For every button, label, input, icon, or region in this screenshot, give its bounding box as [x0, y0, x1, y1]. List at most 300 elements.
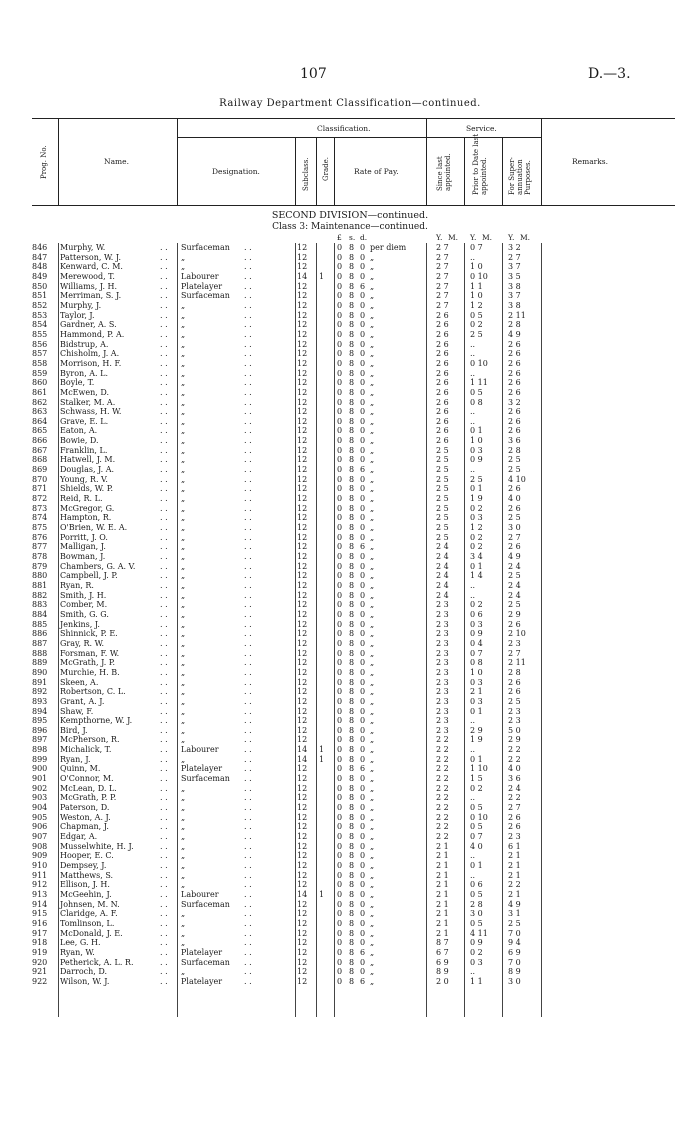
leader-dots: . .	[244, 397, 252, 407]
pence-cell: 6	[360, 465, 366, 475]
pence-cell: 0	[360, 725, 366, 735]
shillings-cell: 8	[349, 967, 355, 977]
col-grade: Grade.	[322, 157, 330, 181]
leader-dots: . .	[244, 252, 252, 262]
super-cell: 2 1	[508, 870, 521, 880]
table-row	[0, 330, 700, 340]
table-row	[0, 340, 700, 350]
rate-unit-cell: „	[370, 725, 375, 735]
pence-cell: 0	[360, 629, 366, 639]
leader-dots: . .	[160, 677, 168, 687]
pounds-cell: 0	[337, 474, 343, 484]
pence-cell: 0	[360, 687, 366, 697]
unit-years-2: Y.	[470, 233, 477, 242]
designation-cell: „	[181, 523, 186, 533]
pence-cell: 0	[360, 735, 366, 745]
designation-cell: Surfaceman	[181, 957, 230, 967]
name-cell: Skeen, A.	[60, 677, 99, 687]
table-row	[0, 861, 700, 871]
super-cell: 2 3	[508, 716, 521, 726]
leader-dots: . .	[160, 861, 168, 870]
shillings-cell: 8	[349, 329, 355, 339]
prog-no-cell: 849	[32, 271, 48, 281]
name-cell: Gray, R. W.	[60, 638, 105, 648]
table-row	[0, 726, 700, 736]
name-cell: Hooper, E. C.	[60, 851, 114, 861]
designation-cell: „	[181, 812, 186, 822]
name-cell: Chapman, J.	[60, 822, 109, 832]
subclass-cell: 12	[297, 310, 308, 320]
prior-cell: 1 11	[470, 378, 488, 388]
table-row	[0, 938, 700, 948]
table-row	[0, 716, 700, 726]
name-cell: Byron, A. L.	[60, 368, 108, 378]
rate-unit-cell: „	[370, 889, 375, 899]
pounds-cell: 0	[337, 320, 343, 330]
subclass-cell: 12	[297, 706, 308, 716]
pounds-cell: 0	[337, 532, 343, 542]
leader-dots: . .	[244, 947, 252, 957]
prior-cell: 0 3	[470, 696, 483, 706]
designation-cell: „	[181, 967, 186, 977]
pounds-cell: 0	[337, 629, 343, 639]
leader-dots: . .	[244, 696, 252, 706]
leader-dots: . .	[160, 822, 168, 832]
rate-unit-cell: „	[370, 281, 375, 291]
pence-cell: 0	[360, 378, 366, 388]
leader-dots: . .	[244, 889, 252, 899]
pence-cell: 0	[360, 561, 366, 571]
prior-cell: 0 9	[470, 629, 483, 639]
pence-cell: 0	[360, 880, 366, 890]
rate-unit-cell: „	[370, 976, 375, 986]
leader-dots: . .	[160, 928, 168, 938]
prog-no-cell: 919	[32, 947, 48, 957]
pence-cell: 6	[360, 542, 366, 552]
leader-dots: . .	[244, 928, 252, 938]
since-last-cell: 2 1	[436, 918, 449, 928]
pounds-cell: 0	[337, 832, 343, 842]
super-cell: 5 0	[508, 725, 521, 735]
since-last-cell: 2 3	[436, 716, 449, 726]
since-last-cell: 2 2	[436, 793, 449, 803]
leader-dots: . .	[160, 445, 168, 455]
rate-unit-cell: „	[370, 465, 375, 475]
table-row	[0, 948, 700, 958]
designation-cell: „	[181, 841, 186, 851]
leader-dots: . .	[160, 513, 168, 523]
leader-dots: . .	[244, 426, 252, 436]
unit-pence: d.	[360, 233, 368, 242]
pence-cell: 0	[360, 484, 366, 494]
table-row	[0, 832, 700, 842]
leader-dots: . .	[244, 300, 252, 310]
super-cell: 3 7	[508, 262, 521, 272]
leader-dots: . .	[244, 918, 252, 928]
since-last-cell: 2 5	[436, 474, 449, 484]
prog-no-cell: 886	[32, 629, 48, 639]
col-since-last: Since last appointed.	[436, 153, 452, 191]
leader-dots: . .	[160, 658, 168, 668]
pounds-cell: 0	[337, 687, 343, 697]
since-last-cell: 2 1	[436, 851, 449, 861]
subclass-cell: 12	[297, 339, 308, 349]
prior-cell: ..	[470, 368, 476, 378]
table-row	[0, 591, 700, 601]
name-cell: Chisholm, J. A.	[60, 349, 120, 359]
prog-no-cell: 913	[32, 889, 48, 899]
leader-dots: . .	[160, 609, 168, 619]
pence-cell: 0	[360, 918, 366, 928]
leader-dots: . .	[244, 725, 252, 735]
leader-dots: . .	[160, 745, 168, 755]
since-last-cell: 8 9	[436, 967, 449, 977]
rate-unit-cell: „	[370, 648, 375, 658]
prior-cell: ..	[470, 252, 476, 262]
subclass-cell: 12	[297, 899, 308, 909]
designation-cell: „	[181, 339, 186, 349]
prog-no-cell: 875	[32, 523, 48, 533]
prior-cell: 0 3	[470, 513, 483, 523]
table-row	[0, 774, 700, 784]
leader-dots: . .	[244, 841, 252, 851]
subclass-cell: 12	[297, 320, 308, 330]
table-row	[0, 475, 700, 485]
pence-cell: 0	[360, 967, 366, 977]
pounds-cell: 0	[337, 252, 343, 262]
super-cell: 2 9	[508, 735, 521, 745]
name-cell: Douglas, J. A.	[60, 465, 115, 475]
table-row	[0, 967, 700, 977]
designation-cell: „	[181, 832, 186, 842]
table-row	[0, 977, 700, 987]
name-cell: Reid, R. L.	[60, 494, 103, 504]
prior-cell: ..	[470, 349, 476, 359]
leader-dots: . .	[244, 667, 252, 677]
pence-cell: 0	[360, 368, 366, 378]
pounds-cell: 0	[337, 571, 343, 581]
prog-no-cell: 862	[32, 397, 48, 407]
prog-no-cell: 850	[32, 281, 48, 291]
leader-dots: . .	[160, 262, 168, 272]
super-cell: 2 5	[508, 696, 521, 706]
prior-cell: 0 3	[470, 957, 483, 967]
prior-cell: 0 2	[470, 542, 483, 552]
pounds-cell: 0	[337, 638, 343, 648]
designation-cell: „	[181, 407, 186, 417]
prior-cell: ..	[470, 967, 476, 977]
leader-dots: . .	[244, 609, 252, 619]
pounds-cell: 0	[337, 339, 343, 349]
pounds-cell: 0	[337, 706, 343, 716]
pounds-cell: 0	[337, 754, 343, 764]
designation-cell: „	[181, 687, 186, 697]
leader-dots: . .	[160, 918, 168, 928]
subclass-cell: 12	[297, 407, 308, 417]
shillings-cell: 8	[349, 745, 355, 755]
name-cell: Merewood, T.	[60, 271, 115, 281]
designation-cell: „	[181, 735, 186, 745]
pence-cell: 0	[360, 677, 366, 687]
leader-dots: . .	[244, 494, 252, 504]
prog-no-cell: 870	[32, 474, 48, 484]
prior-cell: 0 5	[470, 918, 483, 928]
rate-unit-cell: „	[370, 320, 375, 330]
rate-unit-cell: „	[370, 368, 375, 378]
designation-cell: „	[181, 310, 186, 320]
table-row	[0, 958, 700, 968]
prior-cell: 0 1	[470, 754, 483, 764]
name-cell: Stalker, M. A.	[60, 397, 116, 407]
shillings-cell: 8	[349, 638, 355, 648]
pence-cell: 0	[360, 667, 366, 677]
rate-unit-cell: „	[370, 484, 375, 494]
pounds-cell: 0	[337, 590, 343, 600]
name-cell: O'Connor, M.	[60, 774, 114, 784]
shillings-cell: 8	[349, 822, 355, 832]
leader-dots: . .	[160, 967, 168, 977]
prior-cell: 0 2	[470, 947, 483, 957]
leader-dots: . .	[160, 532, 168, 542]
leader-dots: . .	[244, 909, 252, 919]
pence-cell: 0	[360, 397, 366, 407]
subclass-cell: 12	[297, 590, 308, 600]
pence-cell: 0	[360, 832, 366, 842]
rate-unit-cell: „	[370, 629, 375, 639]
designation-cell: „	[181, 503, 186, 513]
since-last-cell: 2 6	[436, 436, 449, 446]
leader-dots: . .	[244, 465, 252, 475]
prior-cell: 1 4	[470, 571, 483, 581]
pence-cell: 0	[360, 358, 366, 368]
prior-cell: ..	[470, 716, 476, 726]
leader-dots: . .	[160, 455, 168, 465]
name-cell: Ryan, W.	[60, 947, 95, 957]
name-cell: McLean, D. L.	[60, 783, 117, 793]
pence-cell: 0	[360, 754, 366, 764]
leader-dots: . .	[160, 503, 168, 513]
shillings-cell: 8	[349, 706, 355, 716]
name-cell: Ryan, R.	[60, 580, 94, 590]
pounds-cell: 0	[337, 368, 343, 378]
leader-dots: . .	[244, 532, 252, 542]
rate-unit-cell: „	[370, 358, 375, 368]
prog-no-cell: 851	[32, 291, 48, 301]
prior-cell: ..	[470, 851, 476, 861]
rate-unit-cell: „	[370, 783, 375, 793]
subclass-cell: 12	[297, 609, 308, 619]
table-row	[0, 378, 700, 388]
rate-unit-cell: „	[370, 774, 375, 784]
table-row	[0, 388, 700, 398]
shillings-cell: 8	[349, 320, 355, 330]
super-cell: 2 6	[508, 387, 521, 397]
super-cell: 2 6	[508, 349, 521, 359]
leader-dots: . .	[244, 938, 252, 948]
pence-cell: 6	[360, 281, 366, 291]
pounds-cell: 0	[337, 416, 343, 426]
since-last-cell: 2 2	[436, 803, 449, 813]
name-cell: Dempsey, J.	[60, 861, 107, 870]
leader-dots: . .	[244, 436, 252, 446]
pence-cell: 0	[360, 426, 366, 436]
designation-cell: „	[181, 561, 186, 571]
name-cell: Lee, G. H.	[60, 938, 101, 948]
subclass-cell: 12	[297, 561, 308, 571]
pounds-cell: 0	[337, 725, 343, 735]
name-cell: Tomlinson, L.	[60, 918, 115, 928]
name-cell: Bidstrup, A.	[60, 339, 109, 349]
since-last-cell: 2 1	[436, 928, 449, 938]
pounds-cell: 0	[337, 600, 343, 610]
designation-cell: „	[181, 928, 186, 938]
rate-unit-cell: „	[370, 474, 375, 484]
name-cell: McGrath, P. P.	[60, 793, 117, 803]
leader-dots: . .	[160, 465, 168, 475]
designation-cell: „	[181, 629, 186, 639]
designation-cell: Platelayer	[181, 764, 223, 774]
super-cell: 2 1	[508, 861, 521, 870]
prior-cell: 0 7	[470, 832, 483, 842]
leader-dots: . .	[244, 899, 252, 909]
super-cell: 2 6	[508, 358, 521, 368]
leader-dots: . .	[244, 349, 252, 359]
subclass-cell: 12	[297, 243, 308, 252]
prior-cell: 4 0	[470, 841, 483, 851]
super-cell: 2 8	[508, 667, 521, 677]
pence-cell: 0	[360, 745, 366, 755]
unit-months-1: M.	[448, 233, 459, 242]
pounds-cell: 0	[337, 803, 343, 813]
rate-unit-cell: „	[370, 638, 375, 648]
subclass-cell: 12	[297, 851, 308, 861]
name-cell: Hampton, R.	[60, 513, 112, 523]
rate-unit-cell: „	[370, 532, 375, 542]
shillings-cell: 8	[349, 465, 355, 475]
shillings-cell: 8	[349, 445, 355, 455]
super-cell: 4 9	[508, 899, 521, 909]
subclass-cell: 12	[297, 687, 308, 697]
rate-unit-cell: „	[370, 523, 375, 533]
leader-dots: . .	[160, 436, 168, 446]
pence-cell: 0	[360, 329, 366, 339]
designation-cell: „	[181, 600, 186, 610]
since-last-cell: 2 3	[436, 667, 449, 677]
rate-unit-cell: „	[370, 841, 375, 851]
subclass-cell: 12	[297, 329, 308, 339]
prior-cell: 0 10	[470, 271, 488, 281]
prior-cell: 3 4	[470, 552, 483, 561]
leader-dots: . .	[244, 812, 252, 822]
since-last-cell: 2 3	[436, 696, 449, 706]
since-last-cell: 2 5	[436, 532, 449, 542]
leader-dots: . .	[160, 243, 168, 252]
subclass-cell: 12	[297, 484, 308, 494]
prior-cell: 0 10	[470, 358, 488, 368]
subclass-cell: 12	[297, 349, 308, 359]
table-row	[0, 417, 700, 427]
prior-cell: ..	[470, 407, 476, 417]
leader-dots: . .	[160, 252, 168, 262]
pence-cell: 0	[360, 349, 366, 359]
pence-cell: 0	[360, 455, 366, 465]
leader-dots: . .	[244, 339, 252, 349]
designation-cell: Surfaceman	[181, 291, 230, 301]
designation-cell: „	[181, 638, 186, 648]
leader-dots: . .	[244, 832, 252, 842]
prog-no-cell: 865	[32, 426, 48, 436]
super-cell: 4 9	[508, 329, 521, 339]
grade-cell: 1	[319, 754, 325, 764]
rate-unit-cell: „	[370, 310, 375, 320]
col-name: Name.	[104, 157, 129, 166]
leader-dots: . .	[244, 407, 252, 417]
since-last-cell: 2 4	[436, 542, 449, 552]
leader-dots: . .	[244, 957, 252, 967]
rate-unit-cell: „	[370, 571, 375, 581]
table-row	[0, 649, 700, 659]
pounds-cell: 0	[337, 300, 343, 310]
table-row	[0, 571, 700, 581]
table-row	[0, 262, 700, 272]
since-last-cell: 2 6	[436, 378, 449, 388]
leader-dots: . .	[160, 387, 168, 397]
leader-dots: . .	[160, 783, 168, 793]
shillings-cell: 8	[349, 774, 355, 784]
shillings-cell: 8	[349, 609, 355, 619]
shillings-cell: 8	[349, 397, 355, 407]
name-cell: Porritt, J. O.	[60, 532, 108, 542]
designation-cell: Labourer	[181, 889, 219, 899]
leader-dots: . .	[160, 812, 168, 822]
leader-dots: . .	[160, 426, 168, 436]
prog-no-cell: 857	[32, 349, 48, 359]
subclass-cell: 12	[297, 523, 308, 533]
since-last-cell: 2 1	[436, 889, 449, 899]
name-cell: Comber, M.	[60, 600, 108, 610]
rate-unit-cell: „	[370, 716, 375, 726]
rate-unit-cell: „	[370, 696, 375, 706]
prior-cell: 0 1	[470, 484, 483, 494]
super-cell: 7 0	[508, 928, 521, 938]
subclass-cell: 12	[297, 677, 308, 687]
prog-no-cell: 878	[32, 552, 48, 561]
name-cell: Hatwell, J. M.	[60, 455, 116, 465]
leader-dots: . .	[244, 861, 252, 870]
subclass-cell: 12	[297, 667, 308, 677]
leader-dots: . .	[160, 368, 168, 378]
shillings-cell: 8	[349, 426, 355, 436]
pence-cell: 0	[360, 387, 366, 397]
pounds-cell: 0	[337, 609, 343, 619]
rate-unit-cell: „	[370, 609, 375, 619]
shillings-cell: 8	[349, 455, 355, 465]
designation-cell: „	[181, 358, 186, 368]
shillings-cell: 8	[349, 832, 355, 842]
shillings-cell: 8	[349, 523, 355, 533]
prior-cell: 1 0	[470, 436, 483, 446]
designation-cell: „	[181, 484, 186, 494]
prog-no-cell: 853	[32, 310, 48, 320]
designation-cell: „	[181, 851, 186, 861]
prog-no-cell: 899	[32, 754, 48, 764]
designation-cell: „	[181, 262, 186, 272]
leader-dots: . .	[160, 300, 168, 310]
prog-no-cell: 882	[32, 590, 48, 600]
shillings-cell: 8	[349, 561, 355, 571]
designation-cell: „	[181, 783, 186, 793]
super-cell: 2 2	[508, 754, 521, 764]
